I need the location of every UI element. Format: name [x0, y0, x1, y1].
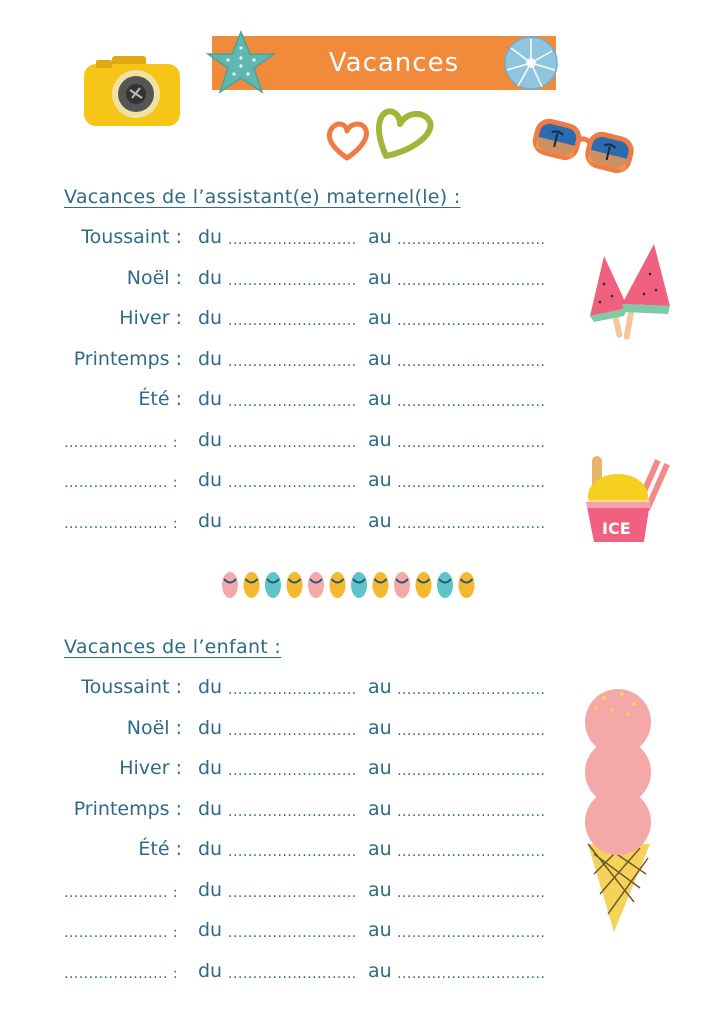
holiday-label: Printemps : — [73, 797, 182, 820]
camera-icon — [82, 52, 182, 130]
to-date-field[interactable]: .............................. — [397, 965, 546, 982]
holiday-row — [0, 757, 600, 787]
from-date-field[interactable]: .......................... — [228, 965, 357, 982]
au-label: au — [368, 716, 392, 739]
du-label: du — [198, 509, 223, 532]
from-date-field[interactable]: .......................... — [228, 434, 357, 451]
holiday-row — [0, 510, 600, 540]
holiday-row — [0, 798, 600, 828]
du-label: du — [198, 959, 223, 982]
au-label: au — [368, 226, 392, 248]
du-label: du — [198, 307, 223, 329]
to-date-field[interactable]: .............................. — [397, 844, 546, 860]
heart-orange-icon — [324, 118, 370, 162]
from-date-field[interactable]: .......................... — [228, 394, 357, 410]
holiday-row — [0, 919, 600, 949]
from-date-field[interactable]: .......................... — [228, 763, 357, 779]
to-date-field[interactable]: .............................. — [397, 313, 546, 329]
ice-cream-cup-icon — [582, 452, 678, 552]
to-date-field[interactable]: .............................. — [397, 803, 546, 820]
from-date-field[interactable]: .......................... — [228, 515, 357, 532]
heart-green-icon — [372, 104, 436, 162]
du-label: du — [198, 226, 223, 248]
au-label: au — [368, 469, 392, 491]
holiday-label: ..................... : — [64, 434, 179, 451]
holiday-row — [0, 348, 600, 378]
au-label: au — [368, 428, 392, 451]
to-date-field[interactable]: .............................. — [397, 515, 546, 532]
holiday-row — [0, 469, 600, 499]
flip-flops-icons — [224, 570, 484, 600]
holiday-row — [0, 676, 600, 706]
holiday-label: ..................... : — [64, 965, 179, 982]
from-date-field[interactable]: .......................... — [228, 925, 357, 941]
section-assistant-heading: Vacances de l’assistant(e) maternel(le) : — [64, 186, 461, 208]
du-label: du — [198, 919, 223, 941]
au-label: au — [368, 959, 392, 982]
holiday-label: ..................... : — [64, 515, 179, 532]
holiday-row — [0, 429, 600, 459]
du-label: du — [198, 266, 223, 289]
to-date-field[interactable]: .............................. — [397, 434, 546, 451]
au-label: au — [368, 509, 392, 532]
au-label: au — [368, 266, 392, 289]
holiday-label: Printemps : — [73, 347, 182, 370]
to-date-field[interactable]: .............................. — [397, 682, 546, 698]
holiday-label: ..................... : — [64, 884, 179, 901]
du-label: du — [198, 757, 223, 779]
du-label: du — [198, 676, 223, 698]
from-date-field[interactable]: .......................... — [228, 803, 357, 820]
du-label: du — [198, 347, 223, 370]
to-date-field[interactable]: .............................. — [397, 722, 546, 739]
from-date-field[interactable]: .......................... — [228, 682, 357, 698]
holiday-row — [0, 879, 600, 909]
section-enfant-heading: Vacances de l’enfant : — [64, 636, 282, 658]
holiday-label: ..................... : — [64, 475, 179, 491]
holiday-label: Hiver : — [119, 307, 182, 329]
holiday-label: Noël : — [126, 266, 182, 289]
to-date-field[interactable]: .............................. — [397, 925, 546, 941]
from-date-field[interactable]: .......................... — [228, 353, 357, 370]
holiday-row — [0, 838, 600, 868]
holiday-label: ..................... : — [64, 925, 179, 941]
to-date-field[interactable]: .............................. — [397, 394, 546, 410]
au-label: au — [368, 878, 392, 901]
holiday-row — [0, 267, 600, 297]
holiday-label: Été : — [138, 838, 182, 860]
from-date-field[interactable]: .......................... — [228, 844, 357, 860]
holiday-label: Noël : — [126, 716, 182, 739]
page-title: Vacances — [328, 48, 460, 78]
du-label: du — [198, 878, 223, 901]
holiday-row — [0, 307, 600, 337]
holiday-row — [0, 226, 600, 256]
holiday-row — [0, 388, 600, 418]
holiday-label: Été : — [138, 388, 182, 410]
from-date-field[interactable]: .......................... — [228, 722, 357, 739]
au-label: au — [368, 388, 392, 410]
to-date-field[interactable]: .............................. — [397, 272, 546, 289]
from-date-field[interactable]: .......................... — [228, 313, 357, 329]
au-label: au — [368, 307, 392, 329]
seashell-icon — [502, 34, 560, 92]
au-label: au — [368, 757, 392, 779]
to-date-field[interactable]: .............................. — [397, 353, 546, 370]
du-label: du — [198, 428, 223, 451]
au-label: au — [368, 838, 392, 860]
holiday-label: Toussaint : — [81, 676, 182, 698]
au-label: au — [368, 919, 392, 941]
du-label: du — [198, 797, 223, 820]
from-date-field[interactable]: .......................... — [228, 475, 357, 491]
au-label: au — [368, 797, 392, 820]
flip-flops-divider — [224, 570, 484, 600]
holiday-row — [0, 960, 600, 990]
au-label: au — [368, 676, 392, 698]
from-date-field[interactable]: .......................... — [228, 272, 357, 289]
starfish-icon — [206, 30, 276, 96]
holiday-row — [0, 717, 600, 747]
sunglasses-icon — [528, 120, 638, 182]
du-label: du — [198, 388, 223, 410]
to-date-field[interactable]: .............................. — [397, 232, 546, 248]
to-date-field[interactable]: .............................. — [397, 475, 546, 491]
au-label: au — [368, 347, 392, 370]
du-label: du — [198, 716, 223, 739]
ice-cream-cone-icon — [584, 688, 654, 934]
to-date-field[interactable]: .............................. — [397, 763, 546, 779]
holiday-label: Toussaint : — [81, 226, 182, 248]
ice-cup-label: ICE — [602, 519, 631, 538]
du-label: du — [198, 838, 223, 860]
holiday-label: Hiver : — [119, 757, 182, 779]
du-label: du — [198, 469, 223, 491]
from-date-field[interactable]: .......................... — [228, 232, 357, 248]
from-date-field[interactable]: .......................... — [228, 884, 357, 901]
to-date-field[interactable]: .............................. — [397, 884, 546, 901]
watermelon-popsicle-icon — [584, 244, 674, 348]
